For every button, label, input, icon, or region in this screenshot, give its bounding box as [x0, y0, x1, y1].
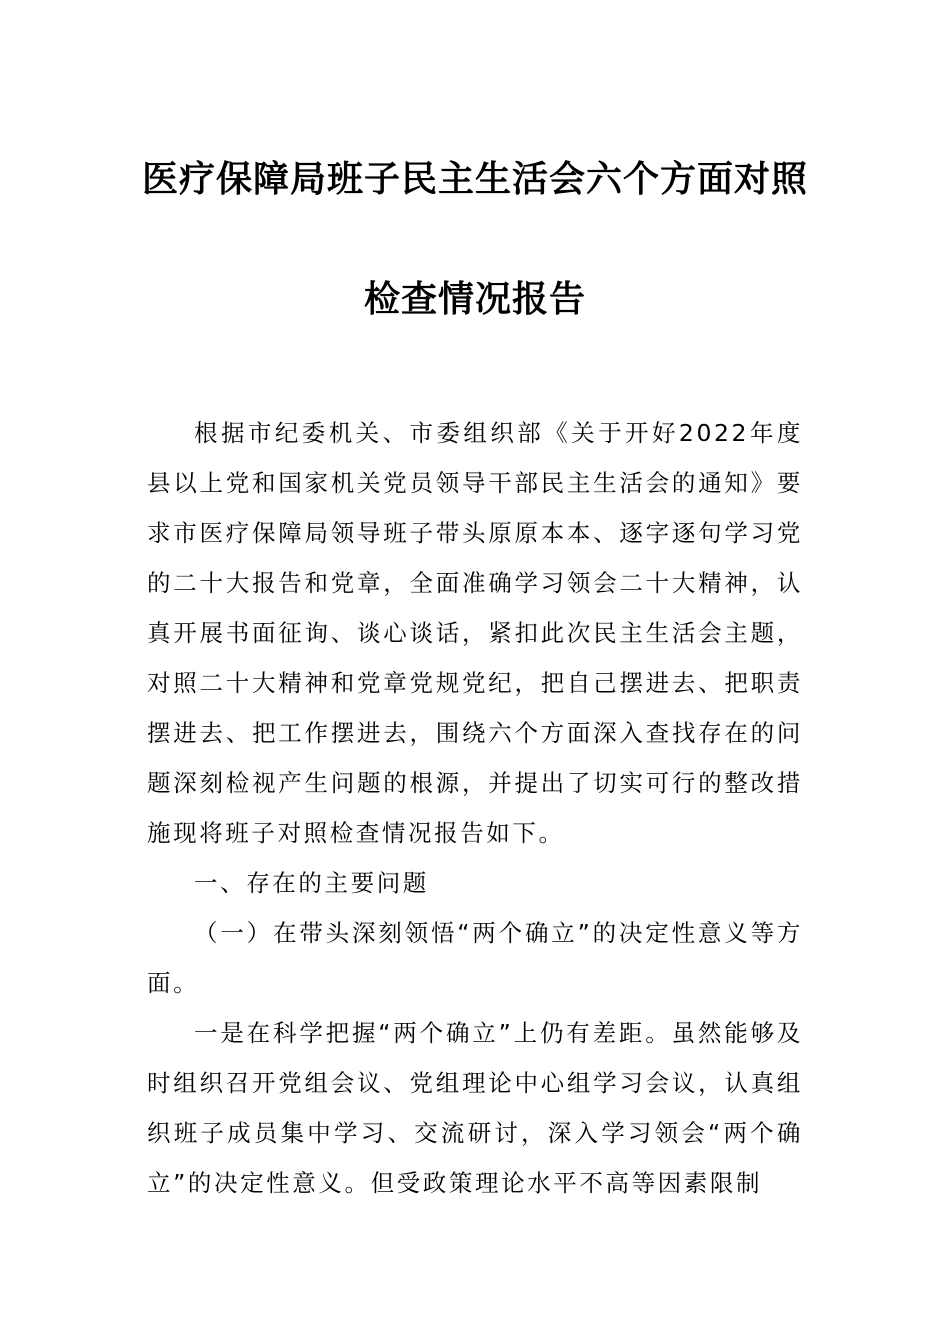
section-heading-problems: 一、存在的主要问题	[194, 869, 429, 897]
paragraph-intro: 根据市纪委机关、市委组织部《关于开好2022年度县以上党和国家机关党员领导干部民主生活会的通知》要求市医疗保障局领导班子带头原原本本、逐字逐句学习党的二十大报告和党章，全面准确学习领会二十大精神，认真开展书面征询、谈心谈话，紧扣此次民主生活会主题，对照二十大精神和党章党规党纪，把自己摆进去、把职责摆进去、把工作摆进去，围绕六个方面深入查找存在的问题深刻检视产生问题的根源，并提出了切实可行的整改措施现将班子对照检查情况报告如下。	[147, 419, 803, 847]
document-body	[147, 408, 803, 1208]
document-title-line-2: 检查情况报告	[363, 279, 586, 320]
paragraph-point-1: 一是在科学把握“两个确立”上仍有差距。虽然能够及时组织召开党组会议、党组理论中心组学习会议，认真组织班子成员集中学习、交流研讨，深入学习领会“两个确立”的决定性意义。但受政策理论水平不高等因素限制	[147, 1019, 803, 1197]
subsection-heading-1: （一）在带头深刻领悟“两个确立”的决定性意义等方面。	[147, 919, 803, 997]
document-title-line-1: 医疗保障局班子民主生活会六个方面对照	[141, 159, 808, 200]
